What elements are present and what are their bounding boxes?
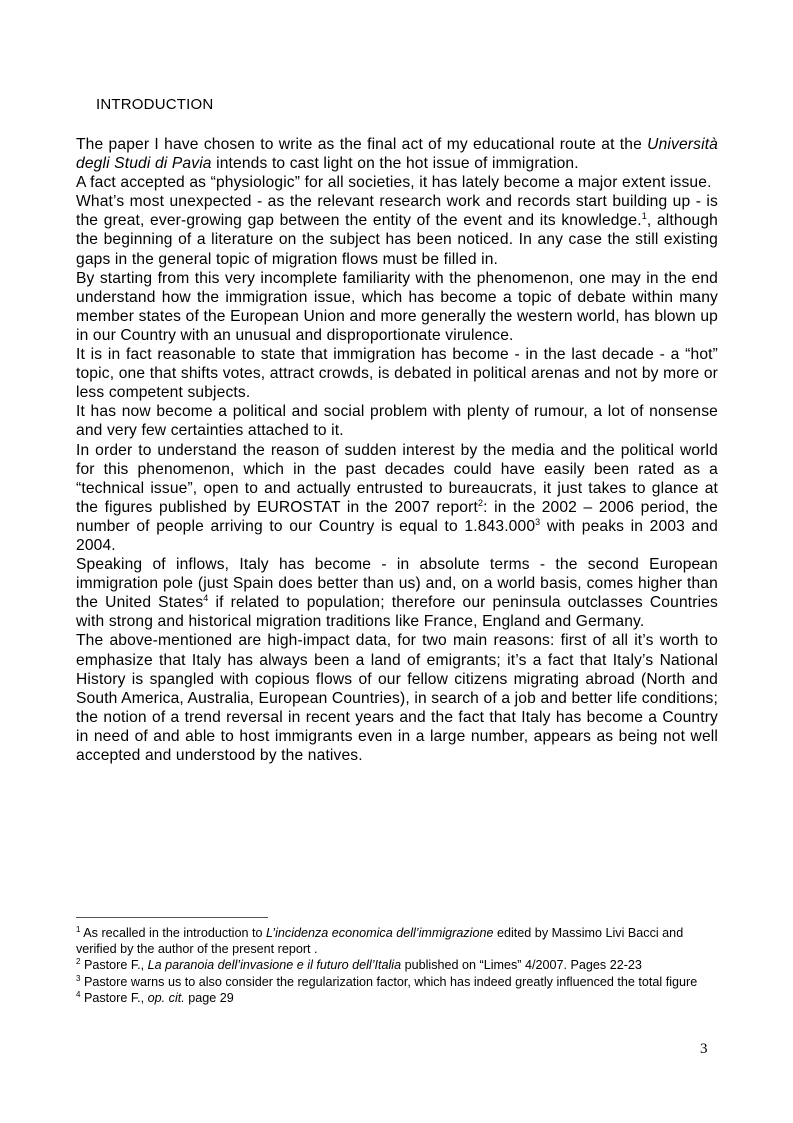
paragraph: A fact accepted as “physiologic” for all societies, it has lately become a major extent issue. bbox=[76, 174, 712, 192]
footnote-ref[interactable]: 4 bbox=[203, 593, 209, 604]
section-heading: INTRODUCTION bbox=[96, 96, 214, 113]
body-text bbox=[76, 135, 718, 765]
footnote-number: 3 bbox=[76, 973, 81, 983]
footnote-separator bbox=[76, 917, 268, 918]
page-number: 3 bbox=[700, 1041, 708, 1057]
footnote-number: 1 bbox=[76, 925, 81, 934]
paragraph: The paper I have chosen to write as the final act of my educational route at the Università degli Studi di Pavia intends to cast light on the hot issue of immigration. bbox=[76, 136, 718, 173]
paragraph: In order to understand the reason of sudden interest by the media and the political world for this phenomenon, which in the past decades could have easily been rated as a “technical issue”, open to and actually entrusted to bureaucrats, it just takes to glance at the figures published by EUROSTAT in the 2007 report$^2$: in the 2002 – 2006 period, the number of people arriving to our Country is equal to 1.843.000$^3$ with peaks in 2003 and 2004. bbox=[76, 441, 718, 554]
paragraph: The above-mentioned are high-impact data, for two main reasons: first of all it’s worth to emphasize that Italy has always been a land of emigrants; it’s a fact that Italy’s National History is spangled with copious flows of our fellow citizens migrating abroad (North and South America, Australia, European Countries), in search of a job and better life conditions; the notion of a trend reversal in recent years and the fact that Italy has become a Country in need of and able to host immigrants even in a large number, appears as being not well accepted and understood by the natives. bbox=[76, 632, 718, 764]
footnote-ref[interactable]: 2 bbox=[477, 497, 484, 508]
paragraph: Speaking of inflows, Italy has become - in absolute terms - the second European immigration pole (just Spain does better than us) and, on a world basis, comes higher than the United States$^4$ if related to population; therefore our peninsula outclasses Countries with strong and historical migration traditions like France, England and Germany. bbox=[76, 556, 718, 631]
university-name: Università degli Studi di Pavia bbox=[76, 136, 718, 173]
paragraph: It has now become a political and social problem with plenty of rumour, a lot of nonsense and very few certainties attached to it. bbox=[76, 403, 718, 440]
footnote-ref[interactable]: 3 bbox=[535, 516, 541, 527]
footnote: $^1$ As recalled in the introduction to L’incidenza economica dell’immigrazione edited by Massimo Livi Bacci and verified by the author of the present report . bbox=[76, 925, 684, 957]
footnote: $^2$ Pastore F., La paranoia dell’invasione e il futuro dell’Italia published on “Limes” 4/2007. Pages 22-23 bbox=[76, 957, 642, 973]
footnote-ref[interactable]: 1 bbox=[641, 211, 647, 222]
footnotes bbox=[76, 925, 718, 1006]
footnote-number: 4 bbox=[76, 989, 81, 999]
footnote-number: 2 bbox=[76, 957, 81, 967]
paragraph: What’s most unexpected - as the relevant research work and records start building up - is the great, ever-growing gap between the entity of the event and its knowledge.$^1$, although the beginning of a literature on the subject has been noticed. In any case the still existing gaps in the general topic of migration flows must be filled in. bbox=[76, 193, 718, 268]
paragraph: By starting from this very incomplete familiarity with the phenomenon, one may in the end understand how the immigration issue, which has become a topic of debate within many member states of the European Union and more generally the western world, has blown up in our Country with an unusual and disproportionate virulence. bbox=[76, 269, 718, 344]
footnote: $^3$ Pastore warns us to also consider the regularization factor, which has indeed greatly influenced the total figure bbox=[76, 973, 698, 989]
paragraph: It is in fact reasonable to state that immigration has become - in the last decade - a “hot” topic, one that shifts votes, attract crowds, is debated in political arenas and not by more or less competent subjects. bbox=[76, 346, 718, 402]
footnote: $^4$ Pastore F., op. cit. page 29 bbox=[76, 989, 234, 1005]
